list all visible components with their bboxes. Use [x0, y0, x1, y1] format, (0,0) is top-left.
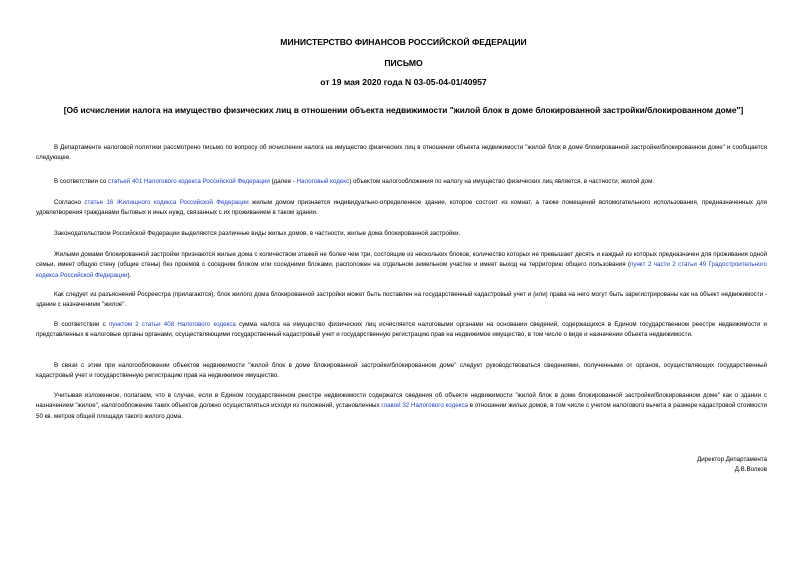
paragraph-text: Согласно — [54, 199, 85, 206]
paragraph-tax-object — [36, 177, 767, 187]
link-urban-planning-code[interactable]: пункт 2 части 2 статьи 49 Градостроительного кодекса Российской Федерации — [36, 261, 767, 279]
paragraph-text: Как следует из разъяснений Росреестра (прилагаются), блок жилого дома блокированной застройки может быть поставлен на государственный кадастровый учет и (или) права на него могут быть зарегистрированы как на объект недвижимости - здание с назначением "жилое". — [36, 291, 767, 309]
signature-name: Д.В.Волков — [734, 466, 767, 473]
document-date-number: от 19 мая 2020 года N 03-05-04-01/40957 — [320, 77, 487, 87]
paragraph-text: ) объектом налогообложения по налогу на имущество физических лиц является, в частности, жилой дом. — [349, 178, 655, 185]
paragraph-conclusion — [36, 391, 767, 422]
paragraph-text: Учитывая изложенное, полагаем, что в случае, если в Едином государственном реестре недвижимости содержатся сведения об объекте недвижимости "жилой блок в доме блокированной застройки/блокированном доме" как о здании с назначением "жилое", налогообложение таких объектов должно осуществляться исходя из положений, установленных — [36, 392, 767, 410]
paragraph-text: Жилыми домами блокированной застройки признаются жилые дома с количеством этажей не более чем три, состоящие из нескольких блоков, количество которых не превышает десять и каждый из которых предназначен для проживания одной семьи, имеет общую стену (общие стены) без проемов с соседним блоком или соседними блоками, расположен на отдельном земельном участке и имеет выход на территорию общего пользования ( — [36, 251, 767, 269]
link-article-401-tax-code[interactable]: статьей 401 Налогового кодекса Российской Федерации — [107, 178, 270, 185]
paragraph-text: В соответствии со — [54, 178, 108, 185]
signature-position: Директор Департамента — [697, 456, 767, 463]
document-type-heading: ПИСЬМО — [384, 58, 423, 68]
paragraph-text: жилым домом признается индивидуально-определенное здание, которое состоит из комнат, а также помещений вспомогательного использования, предназначенных для удовлетворения гражданами бытовых и иных нужд, связанных с их проживанием в таком здании. — [36, 199, 767, 217]
paragraph-text: сумма налога на имущество физических лиц исчисляется налоговыми органами на основании сведений, содержащихся в Едином государственном реестре недвижимости и представленных в налоговые органы органами, осуществляющими государственный кадастровый учет и государственную регистрацию прав на недвижимое имущество, в том числе о виде и назначении объекта недвижимости. — [36, 321, 767, 339]
paragraph-text: В соответствии с — [54, 321, 109, 328]
paragraph-text: ). — [127, 271, 132, 279]
paragraph-intro — [36, 143, 767, 164]
paragraph-text: (далее - — [269, 178, 297, 185]
link-tax-code[interactable]: Налоговый кодекс — [296, 178, 350, 185]
link-chapter-32-tax-code[interactable]: главой 32 Налогового кодекса — [381, 402, 468, 410]
paragraph-text: В связи с этим при налогообложении объектов недвижимости "жилой блок в доме блокированной застройки/блокированном доме" следует руководствоваться сведениями, полученными от органов, осуществляющих государственный кадастровый учет и государственную регистрацию прав на недвижимое имущество. — [36, 362, 767, 380]
paragraph-taxation-guidance — [36, 361, 767, 382]
paragraph-rosreestr — [36, 290, 767, 311]
paragraph-house-types — [36, 229, 767, 239]
document-title: [Об исчислении налога на имущество физических лиц в отношении объекта недвижимости "жилой блок в доме блокированной застройки/блокированном доме"] — [63, 105, 744, 115]
link-article-16-housing-code[interactable]: статье 16 Жилищного кодекса Российской Федерации — [84, 199, 249, 206]
paragraph-blocked-houses — [36, 250, 767, 281]
ministry-heading: МИНИСТЕРСТВО ФИНАНСОВ РОССИЙСКОЙ ФЕДЕРАЦИИ — [280, 37, 527, 47]
paragraph-text: в отношении жилых домов, в том числе с учетом налогового вычета в размере кадастровой стоимости 50 кв. метров общей площади такого жилого дома. — [36, 402, 767, 420]
paragraph-housing-code — [36, 198, 767, 219]
paragraph-text: Законодательством Российской Федерации выделяются различные виды жилых домов, в частности, жилые дома блокированной застройки. — [54, 230, 461, 237]
paragraph-article-408 — [36, 320, 767, 341]
link-article-408-tax-code[interactable]: пунктом 2 статьи 408 Налогового кодекса — [108, 321, 236, 328]
paragraph-text: В Департаменте налоговой политики рассмотрено письмо по вопросу об исчислении налога на имущество физических лиц в отношении объекта недвижимости "жилой блок в доме блокированной застройки/блокированном доме" и сообщается следующее. — [36, 144, 767, 162]
